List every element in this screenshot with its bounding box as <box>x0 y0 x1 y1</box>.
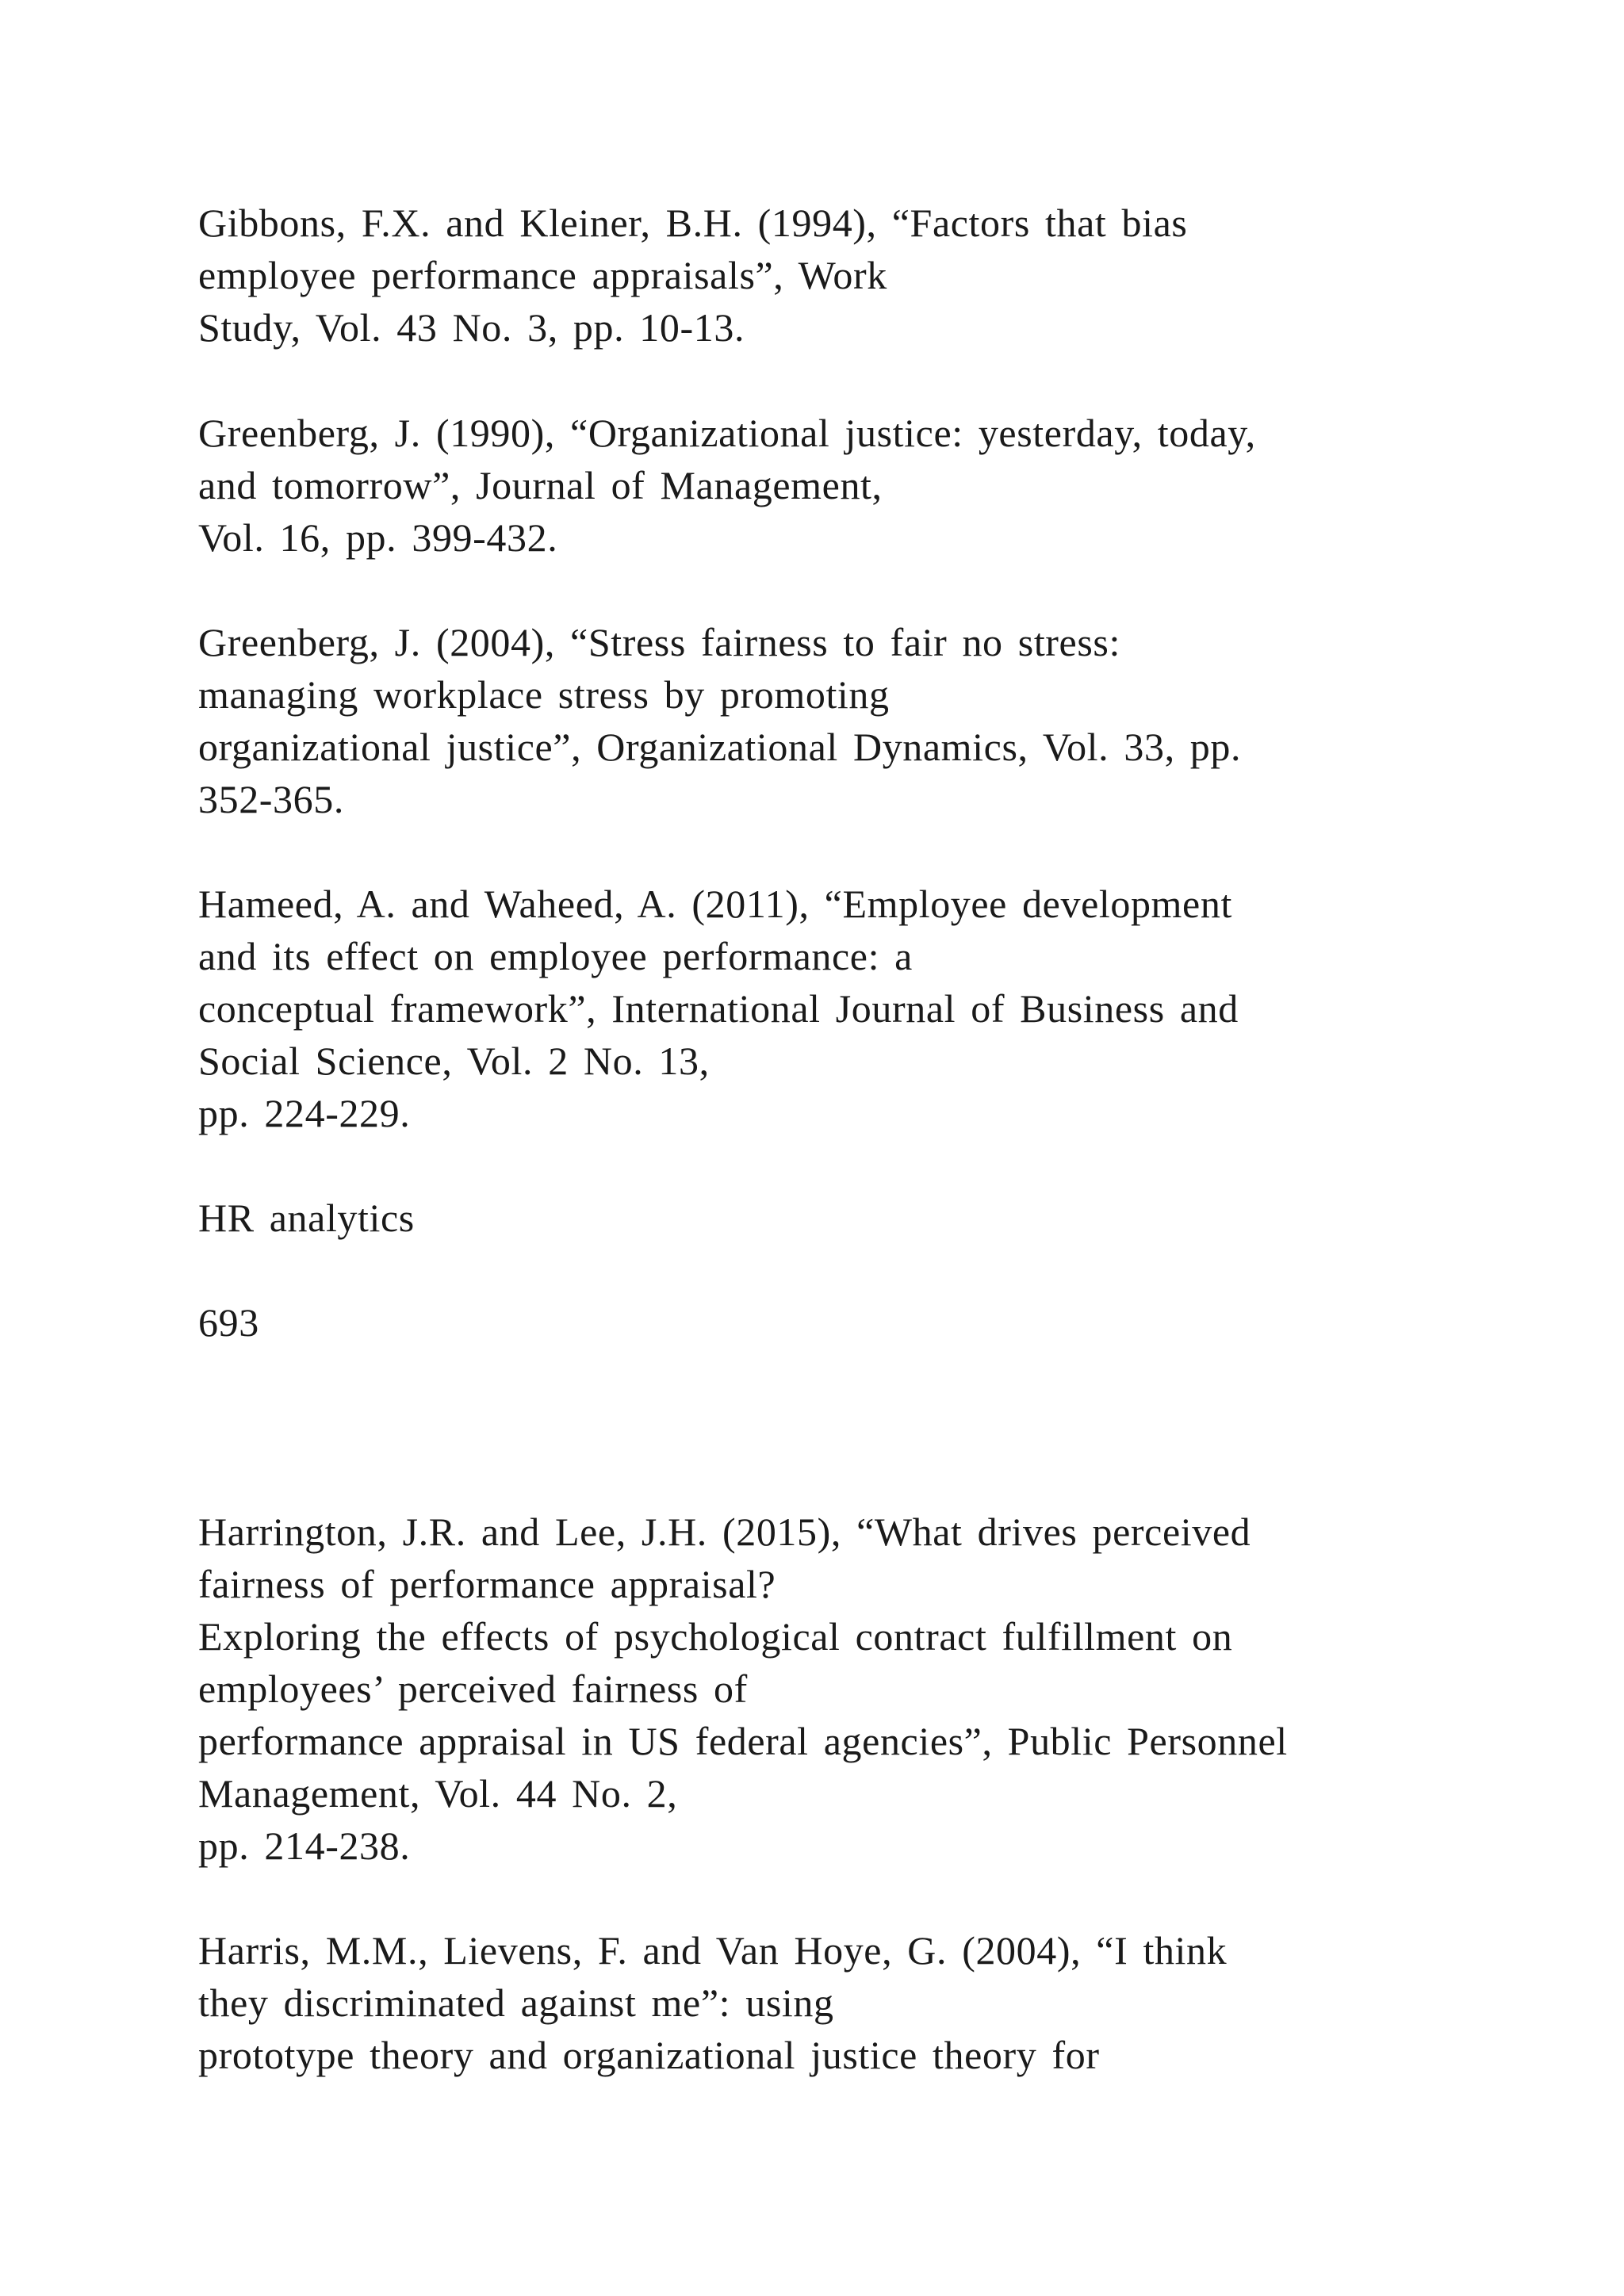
reference-line: Vol. 16, pp. 399-432. <box>198 515 558 560</box>
reference-line: managing workplace stress by promoting <box>198 672 890 717</box>
reference-line: and its effect on employee performance: a <box>198 934 913 978</box>
reference-line: Management, Vol. 44 No. 2, <box>198 1771 678 1816</box>
reference-line: Hameed, A. and Waheed, A. (2011), “Employee development <box>198 882 1232 926</box>
reference-line: 352-365. <box>198 777 344 821</box>
reference-line: they discriminated against me”: using <box>198 1980 834 2025</box>
page-number: 693 <box>198 1300 259 1345</box>
reference-line: and tomorrow”, Journal of Management, <box>198 463 883 507</box>
reference-line: Social Science, Vol. 2 No. 13, <box>198 1039 710 1083</box>
reference-line: Gibbons, F.X. and Kleiner, B.H. (1994), “Factors that bias <box>198 201 1188 245</box>
reference-line: performance appraisal in US federal agencies”, Public Personnel <box>198 1719 1288 1763</box>
reference-line: Greenberg, J. (2004), “Stress fairness to fair no stress: <box>198 620 1120 664</box>
reference-line: Exploring the effects of psychological contract fulfillment on <box>198 1614 1233 1659</box>
reference-line: conceptual framework”, International Journal of Business and <box>198 986 1239 1031</box>
reference-line: pp. 214-238. <box>198 1823 411 1868</box>
running-header: HR analytics <box>198 1196 415 1240</box>
reference-line: employees’ perceived fairness of <box>198 1667 748 1711</box>
reference-line: Greenberg, J. (1990), “Organizational justice: yesterday, today, <box>198 411 1256 455</box>
reference-line: Harris, M.M., Lievens, F. and Van Hoye, G. (2004), “I think <box>198 1928 1228 1973</box>
reference-line: Harrington, J.R. and Lee, J.H. (2015), “What drives perceived <box>198 1510 1251 1554</box>
reference-line: prototype theory and organizational justice theory for <box>198 2033 1100 2077</box>
reference-line: Study, Vol. 43 No. 3, pp. 10-13. <box>198 305 745 350</box>
reference-line: organizational justice”, Organizational Dynamics, Vol. 33, pp. <box>198 725 1242 769</box>
reference-line: employee performance appraisals”, Work <box>198 253 887 297</box>
reference-line: pp. 224-229. <box>198 1091 411 1135</box>
reference-line: fairness of performance appraisal? <box>198 1562 776 1606</box>
